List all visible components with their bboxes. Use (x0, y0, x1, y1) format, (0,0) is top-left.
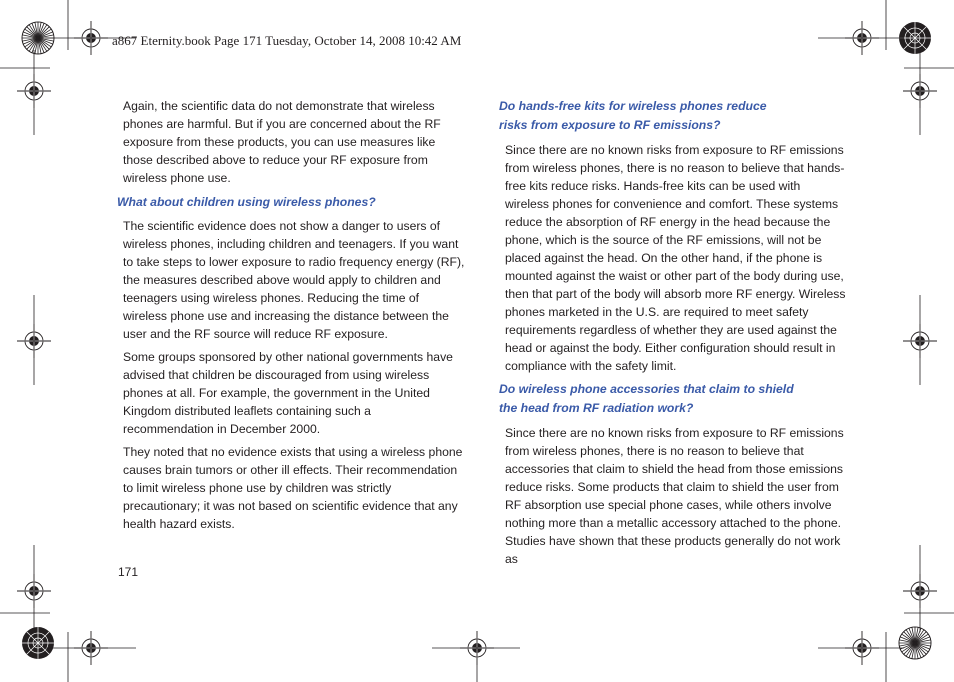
left-column-body (123, 217, 465, 538)
section-heading (499, 97, 767, 135)
right-column-body (505, 424, 847, 573)
heading-line: Do hands-free kits for wireless phones reduce (499, 99, 767, 113)
page-number: 171 (118, 565, 139, 579)
paragraph: Since there are no known risks from exposure to RF emissions from wireless phones, there is no reason to believe that accessories that claim to shield the head from those emissions reduce risks. Some products that claim to shield the user from RF absorption use special phone cases, while others involve nothing more than a metallic accessory attached to the phone. Studies have shown that these products generally do not work as (505, 426, 844, 566)
paragraph: Some groups sponsored by other national governments have advised that children be discouraged from using wireless phones at all. For example, the government in the United Kingdom distributed leaflets containing such a recommendation in December 2000. (123, 350, 453, 436)
section-heading: What about children using wireless phones? (117, 195, 376, 209)
paragraph: The scientific evidence does not show a danger to users of wireless phones, including children and teenagers. If you want to take steps to lower exposure to radio frequency energy (RF), the measures described above would apply to children and teenagers using wireless phones. Reducing the time of wireless phone use and increasing the distance between the user and the RF source will reduce RF exposure. (123, 219, 465, 341)
paragraph: Since there are no known risks from exposure to RF emissions from wireless phones, there is no reason to believe that hands-free kits reduce risks. Hands-free kits can be used with wireless phones for convenience and comfort. These systems reduce the absorption of RF energy in the head because the phone, which is the source of the RF emissions, will not be placed against the head. On the other hand, if the phone is mounted against the waist or other part of the body during use, then that part of the body will absorb more RF energy. Wireless phones marketed in the U.S. are required to meet safety requirements regardless of whether they are used against the head or against the body. Either configuration should result in compliance with the safety limit. (505, 143, 846, 373)
heading-line: the head from RF radiation work? (499, 401, 694, 415)
book-slug-line: a867 Eternity.book Page 171 Tuesday, October 14, 2008 10:42 AM (112, 33, 462, 48)
heading-line: risks from exposure to RF emissions? (499, 118, 721, 132)
paragraph: They noted that no evidence exists that using a wireless phone causes brain tumors or other ill effects. Their recommendation to limit wireless phone use by children was strictly precautionary; it was not based on scientific evidence that any health hazard exists. (123, 445, 463, 531)
paragraph: Again, the scientific data do not demonstrate that wireless phones are harmful. But if you are concerned about the RF exposure from these products, you can use measures like those described above to reduce your RF exposure from wireless phone use. (123, 99, 441, 185)
right-column-body (505, 141, 847, 380)
heading-line: Do wireless phone accessories that claim to shield (499, 382, 794, 396)
section-heading (499, 380, 794, 418)
left-column (123, 97, 465, 192)
